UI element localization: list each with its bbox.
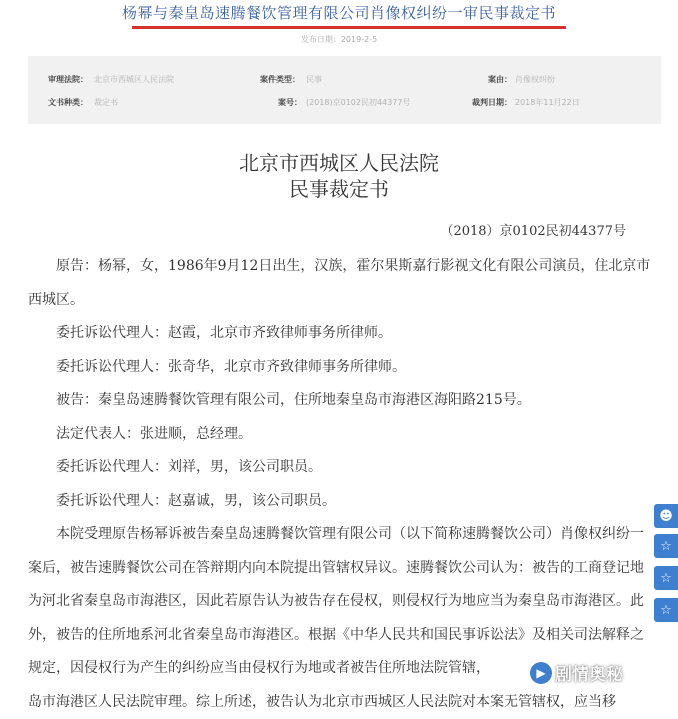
doc-type-label: 文书种类： — [48, 97, 88, 108]
cause-value: 肖像权纠纷 — [515, 74, 555, 85]
court-value: 北京市西城区人民法院 — [94, 74, 174, 85]
star-icon[interactable]: ☆ — [654, 534, 678, 558]
case-type-value: 民事 — [306, 74, 322, 85]
document-body — [28, 250, 656, 719]
publish-date: 发布日期：2019-2-5 — [0, 34, 678, 45]
ruling-paragraph-continued: 岛市海港区人民法院审理。综上所述，被告认为北京市西城区人民法院对本案无管辖权，应当移 — [28, 686, 656, 719]
judge-date-value: 2018年11月22日 — [515, 97, 580, 108]
document-title: 杨幂与秦皇岛速腾餐饮管理有限公司肖像权纠纷一审民事裁定书 — [0, 2, 678, 23]
star-icon[interactable]: ☆ — [654, 566, 678, 590]
defendant-agent-2: 委托诉讼代理人：赵嘉诚，男，该公司职员。 — [28, 485, 656, 519]
court-name: 北京市西城区人民法院 — [0, 151, 678, 175]
court-label: 审理法院： — [48, 74, 88, 85]
case-info-box — [28, 56, 661, 124]
case-no-value: (2018)京0102民初44377号 — [306, 97, 410, 108]
plaintiff-agent-1: 委托诉讼代理人：赵霞，北京市齐致律师事务所律师。 — [28, 317, 656, 351]
plaintiff-agent-2: 委托诉讼代理人：张奇华，北京市齐致律师事务所律师。 — [28, 351, 656, 385]
defendant-paragraph: 被告：秦皇岛速腾餐饮管理有限公司，住所地秦皇岛市海港区海阳路215号。 — [28, 384, 656, 418]
case-no-label: 案号： — [278, 97, 302, 108]
watermark — [530, 660, 623, 685]
watermark-text: 剧情奥秘 — [555, 660, 623, 685]
star-icon[interactable]: ☆ — [654, 598, 678, 622]
person-icon[interactable]: ☻ — [654, 504, 678, 528]
title-underline — [132, 26, 566, 29]
defendant-agent-1: 委托诉讼代理人：刘祥，男，该公司职员。 — [28, 451, 656, 485]
case-type-label: 案件类型： — [260, 74, 300, 85]
judge-date-label: 裁判日期： — [472, 97, 512, 108]
cause-label: 案由： — [488, 74, 512, 85]
legal-representative: 法定代表人：张进顺，总经理。 — [28, 418, 656, 452]
document-type: 民事裁定书 — [0, 177, 678, 201]
doc-type-value: 裁定书 — [94, 97, 118, 108]
case-number: （2018）京0102民初44377号 — [440, 220, 626, 239]
logo-icon: ▶ — [530, 662, 552, 684]
ruling-paragraph: 本院受理原告杨幂诉被告秦皇岛速腾餐饮管理有限公司（以下简称速腾餐饮公司）肖像权纠纷一案后，被告速腾餐饮公司在答辩期内向本院提出管辖权异议。速腾餐饮公司认为：被告的工商登记地为河北省秦皇岛市海港区，因此若原告认为被告存在侵权，则侵权行为地应当为秦皇岛市海港区。此外，被告的住所地系河北省秦皇岛市海港区。根据《中华人民共和国民事诉讼法》及相关司法解释之规定，因侵权行为产生的纠纷应当由侵权行为地或者被告住所地法院管辖， — [28, 518, 656, 686]
plaintiff-paragraph: 原告：杨幂，女，1986年9月12日出生，汉族，霍尔果斯嘉行影视文化有限公司演员，住北京市西城区。 — [28, 250, 656, 317]
